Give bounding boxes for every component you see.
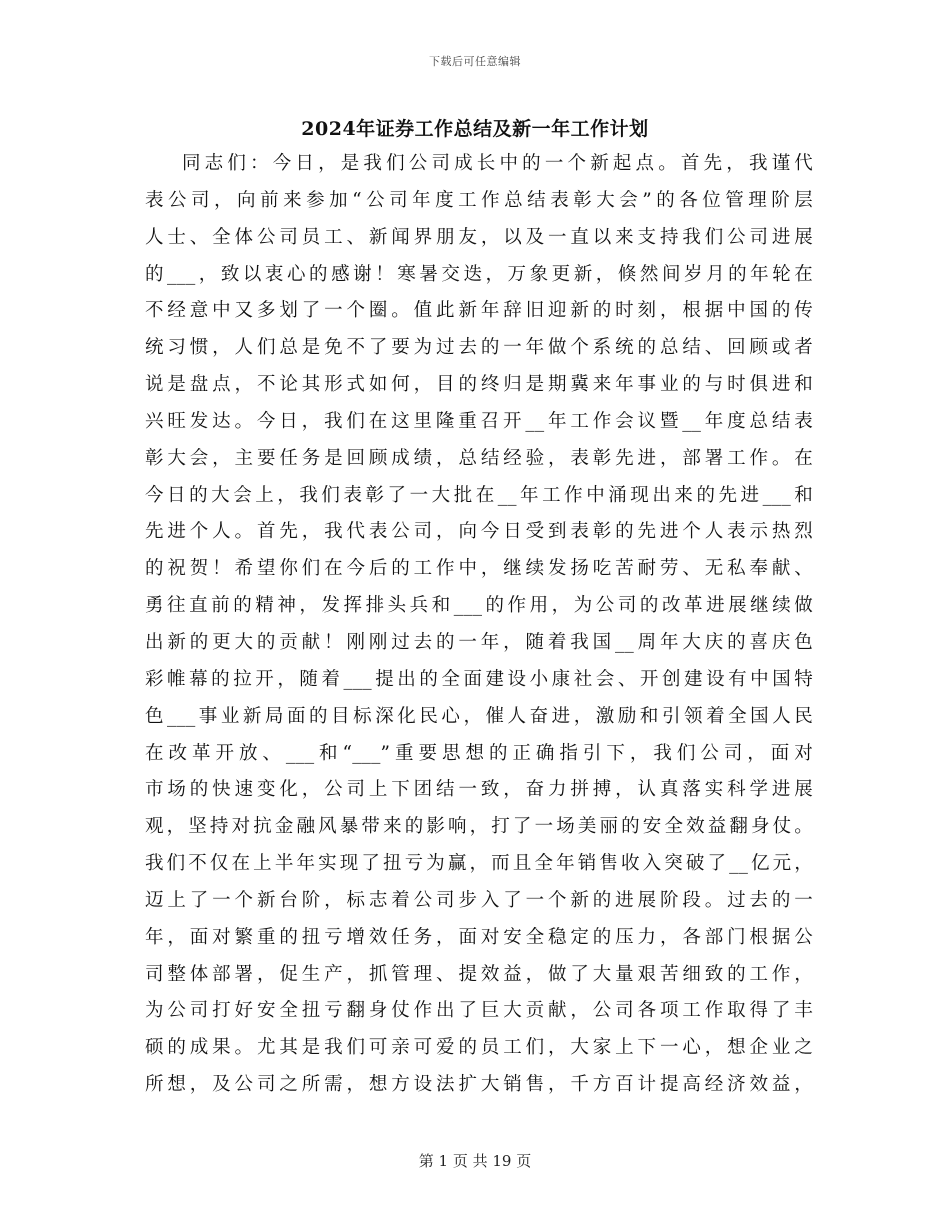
body-line: 色___事业新局面的目标深化民心，催人奋进，激励和引领着全国人民 [145, 705, 813, 727]
body-line: 在改革开放、___和“___”重要思想的正确指引下，我们公司，面对 [145, 742, 813, 764]
body-line: 勇往直前的精神，发挥排头兵和___的作用，为公司的改革进展继续做 [145, 595, 813, 617]
body-line: 的___，致以衷心的感谢！寒暑交迭，万象更新，倏然间岁月的年轮在 [145, 263, 813, 285]
body-line: 兴旺发达。今日，我们在这里隆重召开__年工作会议暨__年度总结表 [145, 410, 813, 432]
body-line: 不经意中又多划了一个圈。值此新年辞旧迎新的时刻，根据中国的传 [145, 300, 813, 322]
body-line: 司整体部署，促生产，抓管理、提效益，做了大量艰苦细致的工作， [145, 963, 813, 985]
body-line: 统习惯，人们总是免不了要为过去的一年做个系统的总结、回顾或者 [145, 337, 813, 359]
body-line: 迈上了一个新台阶，标志着公司步入了一个新的进展阶段。过去的一 [145, 889, 813, 911]
body-line: 同志们：今日，是我们公司成长中的一个新起点。首先，我谨代 [182, 153, 813, 174]
body-line: 出新的更大的贡献！刚刚过去的一年，随着我国__周年大庆的喜庆色 [145, 631, 813, 653]
body-line: 我们不仅在上半年实现了扭亏为赢，而且全年销售收入突破了__亿元， [145, 853, 813, 875]
body-line: 人士、全体公司员工、新闻界朋友，以及一直以来支持我们公司进展 [145, 226, 813, 248]
body-line: 硕的成果。尤其是我们可亲可爱的员工们，大家上下一心，想企业之 [145, 1037, 813, 1059]
body-line: 的祝贺！希望你们在今后的工作中，继续发扬吃苦耐劳、无私奉献、 [145, 558, 813, 580]
body-line: 年，面对繁重的扭亏增效任务，面对安全稳定的压力，各部门根据公 [145, 926, 813, 948]
body-line: 今日的大会上，我们表彰了一大批在__年工作中涌现出来的先进___和 [145, 484, 813, 506]
body-line: 说是盘点，不论其形式如何，目的终归是期冀来年事业的与时俱进和 [145, 374, 813, 396]
body-line: 所想，及公司之所需，想方设法扩大销售，千方百计提高经济效益， [145, 1074, 813, 1096]
body-line: 观，坚持对抗金融风暴带来的影响，打了一场美丽的安全效益翻身仗。 [145, 816, 813, 838]
document-title: 2024年证券工作总结及新一年工作计划 [301, 118, 649, 140]
page-number: 第 1 页 共 19 页 [418, 1152, 532, 1170]
body-line: 先进个人。首先，我代表公司，向今日受到表彰的先进个人表示热烈 [145, 521, 813, 543]
body-line: 表公司，向前来参加“公司年度工作总结表彰大会”的各位管理阶层 [145, 189, 813, 211]
document-body [145, 146, 813, 1104]
body-line: 彰大会，主要任务是回顾成绩，总结经验，表彰先进，部署工作。在 [145, 447, 813, 469]
header-note: 下载后可任意编辑 [429, 55, 521, 68]
body-line: 为公司打好安全扭亏翻身仗作出了巨大贡献，公司各项工作取得了丰 [145, 1000, 813, 1022]
body-line: 彩帷幕的拉开，随着___提出的全面建设小康社会、开创建设有中国特 [145, 668, 813, 690]
body-line: 市场的快速变化，公司上下团结一致，奋力拼搏，认真落实科学进展 [145, 779, 813, 801]
